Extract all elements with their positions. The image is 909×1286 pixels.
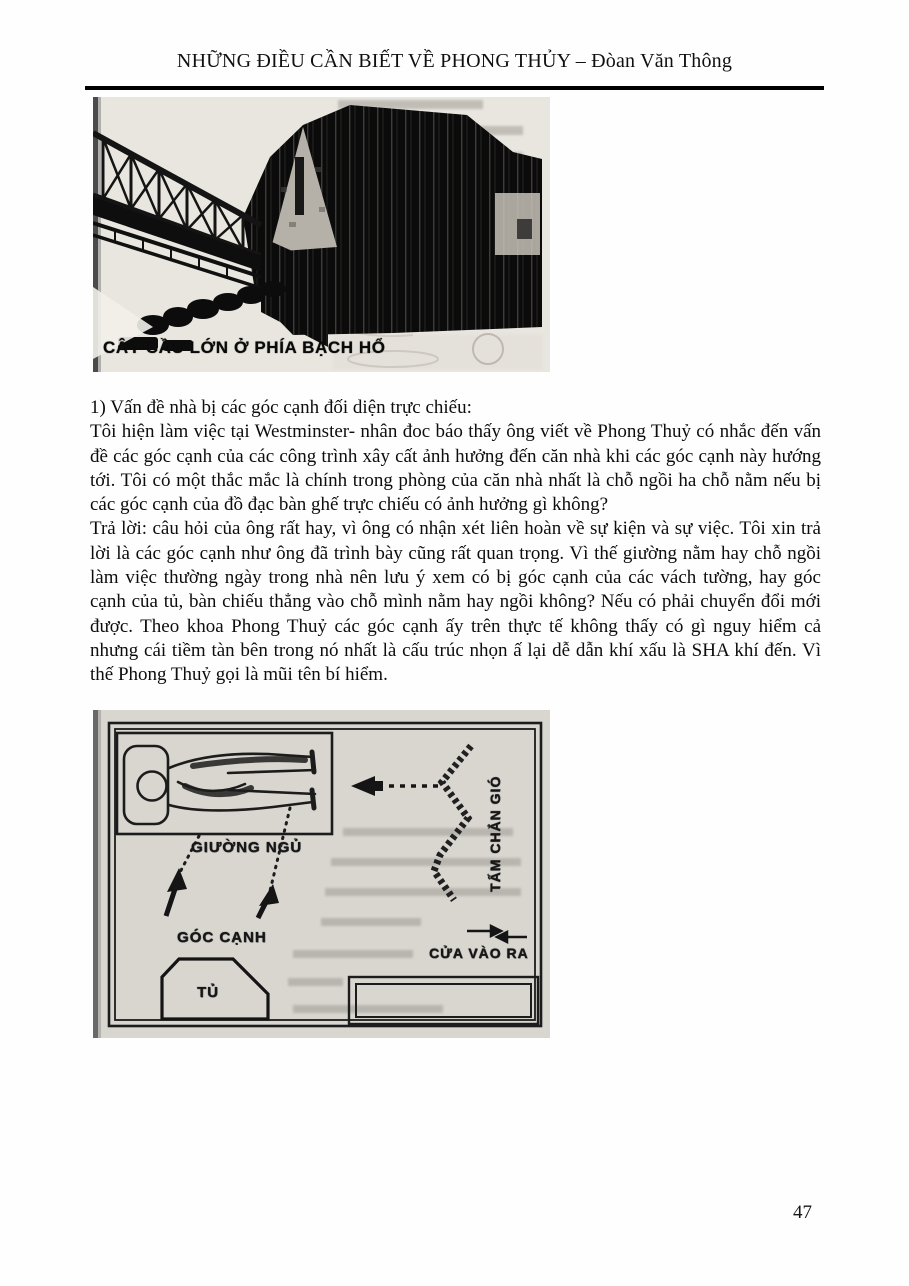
header-rule [85,86,824,90]
bridge-photo-illustration [93,97,550,372]
label-wind-screen: TẤM CHẮN GIÓ [487,775,503,893]
label-door: CỬA VÀO RA [429,945,529,961]
label-wardrobe: TỦ [197,984,219,1001]
body-paragraph-answer: Trả lời: câu hỏi của ông rất hay, vì ông có nhận xét liên hoàn về sự kiện và sự việc. Tôi xin trả lời là các góc cạnh như ông đã trình bày cũng rất quan trọng. Vì thế giường nằm hay chỗ ngồi làm việc thường ngày trong nhà nên lưu ý xem có bị góc cạnh của các vách tường, hay góc cạnh của tủ, bàn chiếu thẳng vào chỗ mình nằm hay ngồi không? Nếu có phải chuyển đổi mới được. Theo khoa Phong Thuỷ các góc cạnh ấy trên thực tế không thấy có gì nguy hiểm cả nhưng cái tiềm tàn bên trong nó nhất là cấu trúc nhọn ấ lại dễ dẫn khí xấu là SHA khí đến. Vì thế Phong Thuỷ gọi là mũi tên bí hiểm. [90,518,821,686]
label-corner: GÓC CẠNH [177,929,267,946]
figure-room-diagram [93,710,550,1038]
room-diagram-illustration [93,710,550,1038]
label-bed: GIƯỜNG NGỦ [191,839,303,856]
body-text-block [90,396,821,688]
page-header-title: NHỮNG ĐIỀU CẦN BIẾT VỀ PHONG THỦY – Đòan Văn Thông [176,50,733,72]
page-number: 47 [793,1202,812,1223]
body-heading: 1) Vấn đề nhà bị các góc cạnh đối diện trực chiếu: [90,397,472,418]
figure-bridge-photo [93,97,550,372]
body-paragraph-question: Tôi hiện làm việc tại Westminster- nhân đoc báo thấy ông viết về Phong Thuỷ có nhắc đến vấn đề các góc cạnh của các công trình xây cất ảnh hưởng đến căn nhà khi các góc cạnh này hướng tới. Tôi có một thắc mắc là chính trong phòng của căn nhà nhất là chỗ ngồi ha chỗ nằm nếu bị các góc cạnh của đồ đạc bàn ghế trực chiếu có ảnh hưởng gì không? [90,421,821,516]
figure-bridge-caption: CÂY CẦU LỚN Ở PHÍA BẠCH HỔ [103,338,386,357]
